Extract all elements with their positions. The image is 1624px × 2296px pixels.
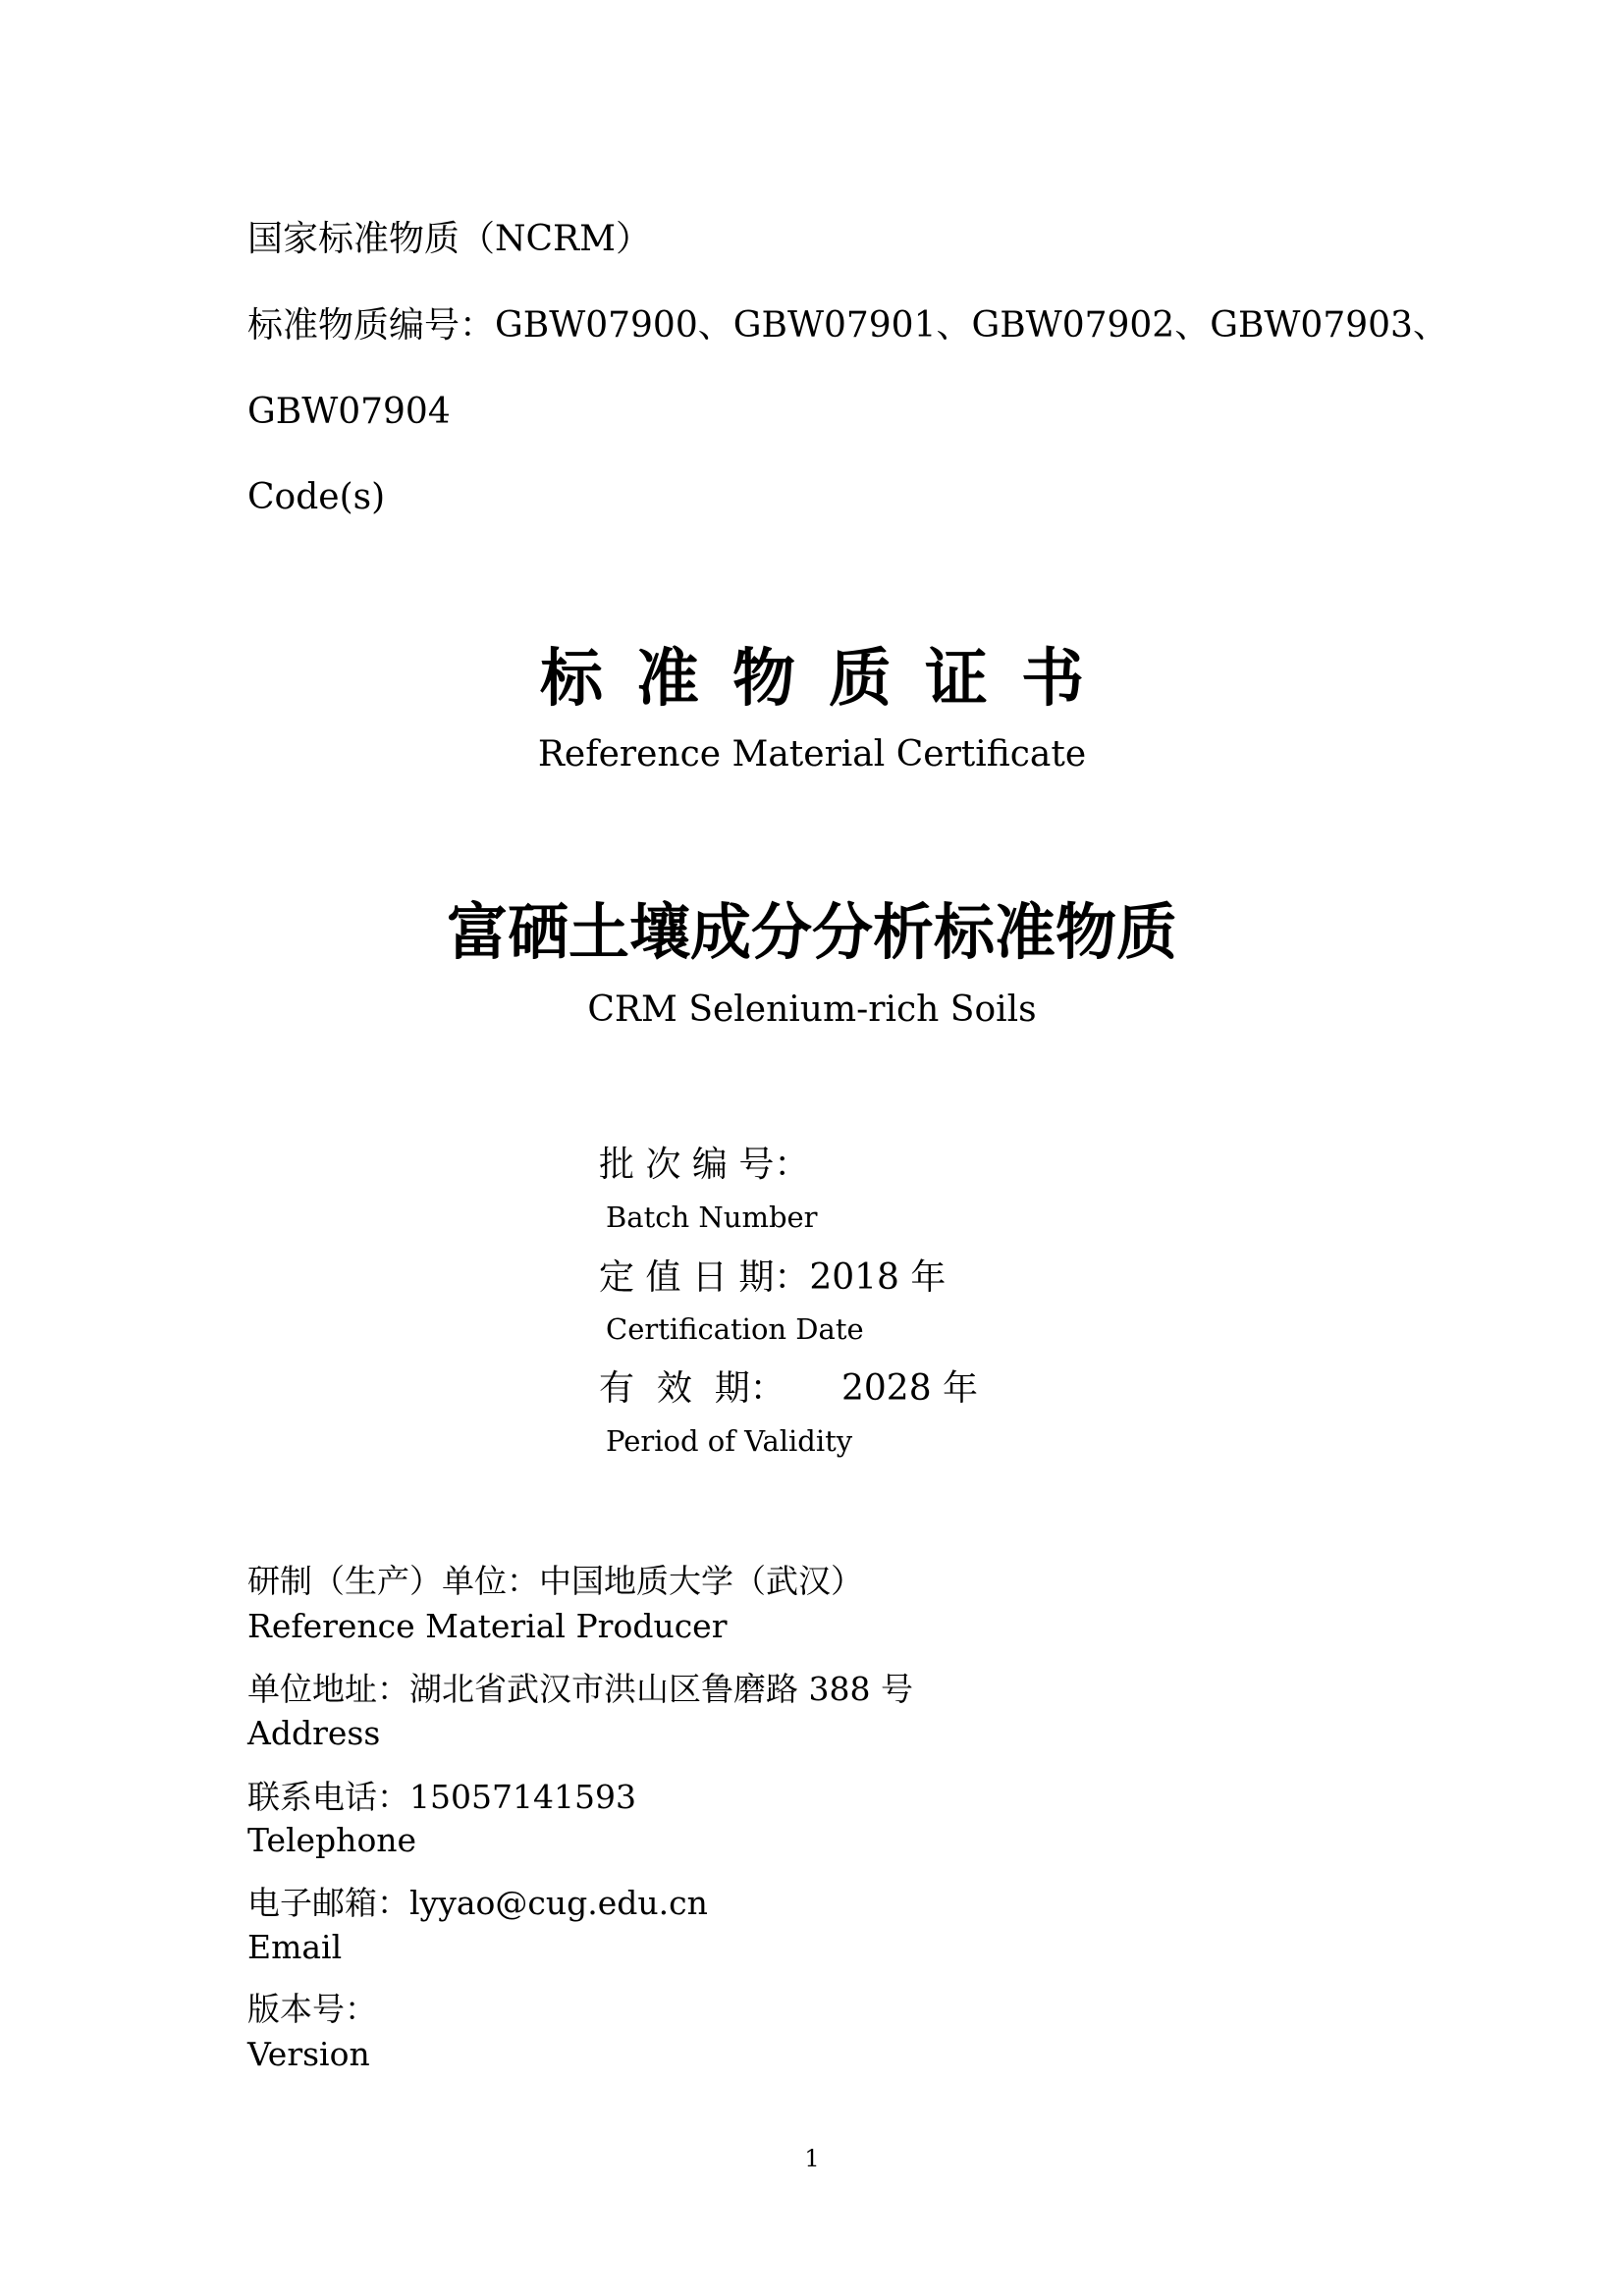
certification-date-en: Certification Date [606, 1312, 864, 1346]
product-name-cn: 富硒土壤成分分析标准物质 [446, 896, 1177, 968]
telephone-cn: 联系电话：15057141593 [247, 1778, 636, 1816]
codes-line-2: GBW07904 [247, 392, 451, 432]
product-name-en: CRM Selenium-rich Soils [587, 989, 1037, 1030]
telephone-en: Telephone [247, 1821, 417, 1859]
certification-date-label: 定 值 日 期：2018 年 [599, 1257, 947, 1298]
producer-cn: 研制（生产）单位：中国地质大学（武汉） [247, 1562, 863, 1600]
version-en: Version [247, 2035, 370, 2073]
ncrm-heading: 国家标准物质（NCRM） [247, 219, 652, 259]
email-cn: 电子邮箱：lyyao@cug.edu.cn [247, 1884, 708, 1922]
address-cn: 单位地址：湖北省武汉市洪山区鲁磨路 388 号 [247, 1670, 913, 1708]
validity-label: 有 效 期： 2028 年 [599, 1368, 979, 1409]
version-cn: 版本号： [247, 1990, 377, 2028]
certificate-title-cn: 标准物质证书 [540, 642, 1117, 716]
codes-label-en: Code(s) [247, 477, 386, 517]
batch-number-label: 批 次 编 号： [599, 1145, 810, 1185]
producer-en: Reference Material Producer [247, 1607, 728, 1645]
email-en: Email [247, 1928, 343, 1966]
certificate-title-en: Reference Material Certificate [537, 734, 1087, 774]
batch-number-en: Batch Number [606, 1201, 818, 1234]
codes-line-1: 标准物质编号：GBW07900、GBW07901、GBW07902、GBW07903、 [247, 305, 1448, 346]
validity-en: Period of Validity [606, 1424, 853, 1458]
page-number: 1 [804, 2145, 820, 2172]
address-en: Address [247, 1714, 381, 1752]
